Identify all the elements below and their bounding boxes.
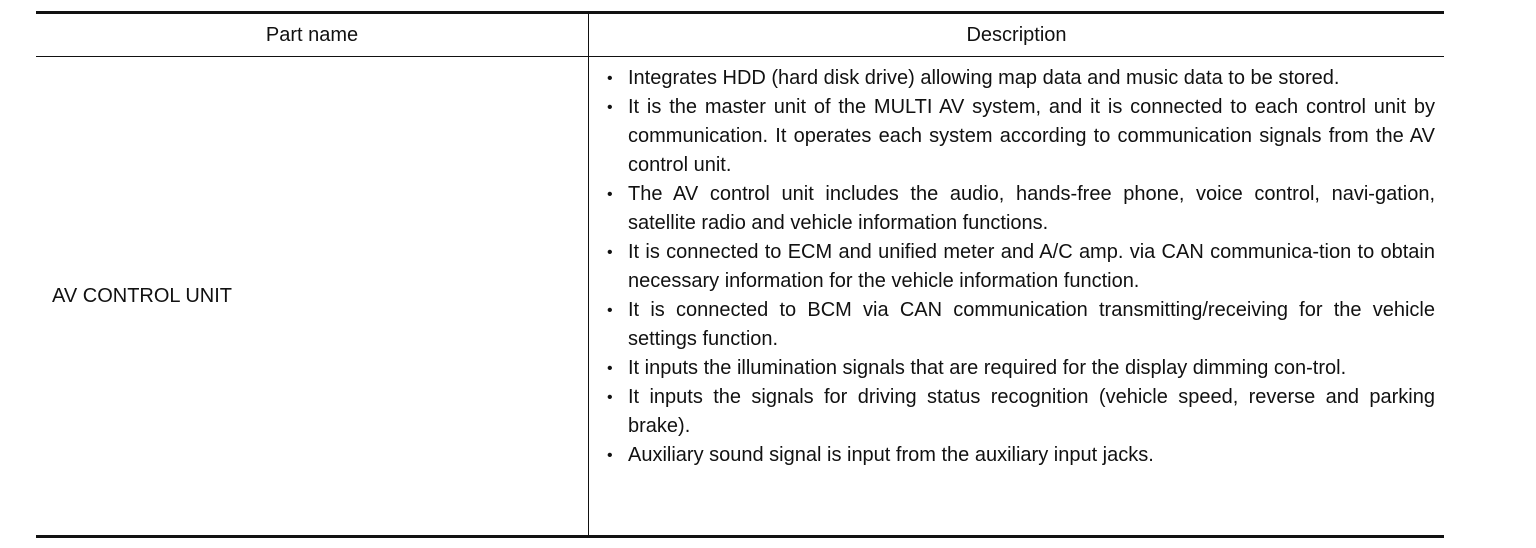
- table-header-row: [36, 14, 1444, 57]
- header-part-name: Part name: [36, 14, 589, 56]
- part-name-cell: AV CONTROL UNIT: [36, 57, 589, 535]
- description-item: • It is connected to ECM and unified meter and A/C amp. via CAN communica-tion to obtain necessary information for the vehicle information function.: [605, 238, 1435, 296]
- header-description: Description: [966, 23, 1067, 46]
- description-item: • It inputs the illumination signals that are required for the display dimming con-trol.: [605, 354, 1435, 383]
- description-item: • It inputs the signals for driving status recognition (vehicle speed, reverse and parking brake).: [605, 383, 1435, 441]
- description-list: [589, 57, 1444, 470]
- description-item: • It is connected to BCM via CAN communication transmitting/receiving for the vehicle settings function.: [605, 296, 1435, 354]
- table-row: [36, 57, 1444, 535]
- description-item: • Auxiliary sound signal is input from the auxiliary input jacks.: [605, 441, 1435, 470]
- description-item: • The AV control unit includes the audio, hands-free phone, voice control, navi-gation, satellite radio and vehicle information functions.: [605, 180, 1435, 238]
- description-cell: [589, 57, 1444, 535]
- description-item: • Integrates HDD (hard disk drive) allowing map data and music data to be stored.: [605, 64, 1435, 93]
- parts-table: [36, 11, 1444, 538]
- description-item: • It is the master unit of the MULTI AV system, and it is connected to each control unit by communication. It operates each system according to communication signals from the AV control unit.: [605, 93, 1435, 180]
